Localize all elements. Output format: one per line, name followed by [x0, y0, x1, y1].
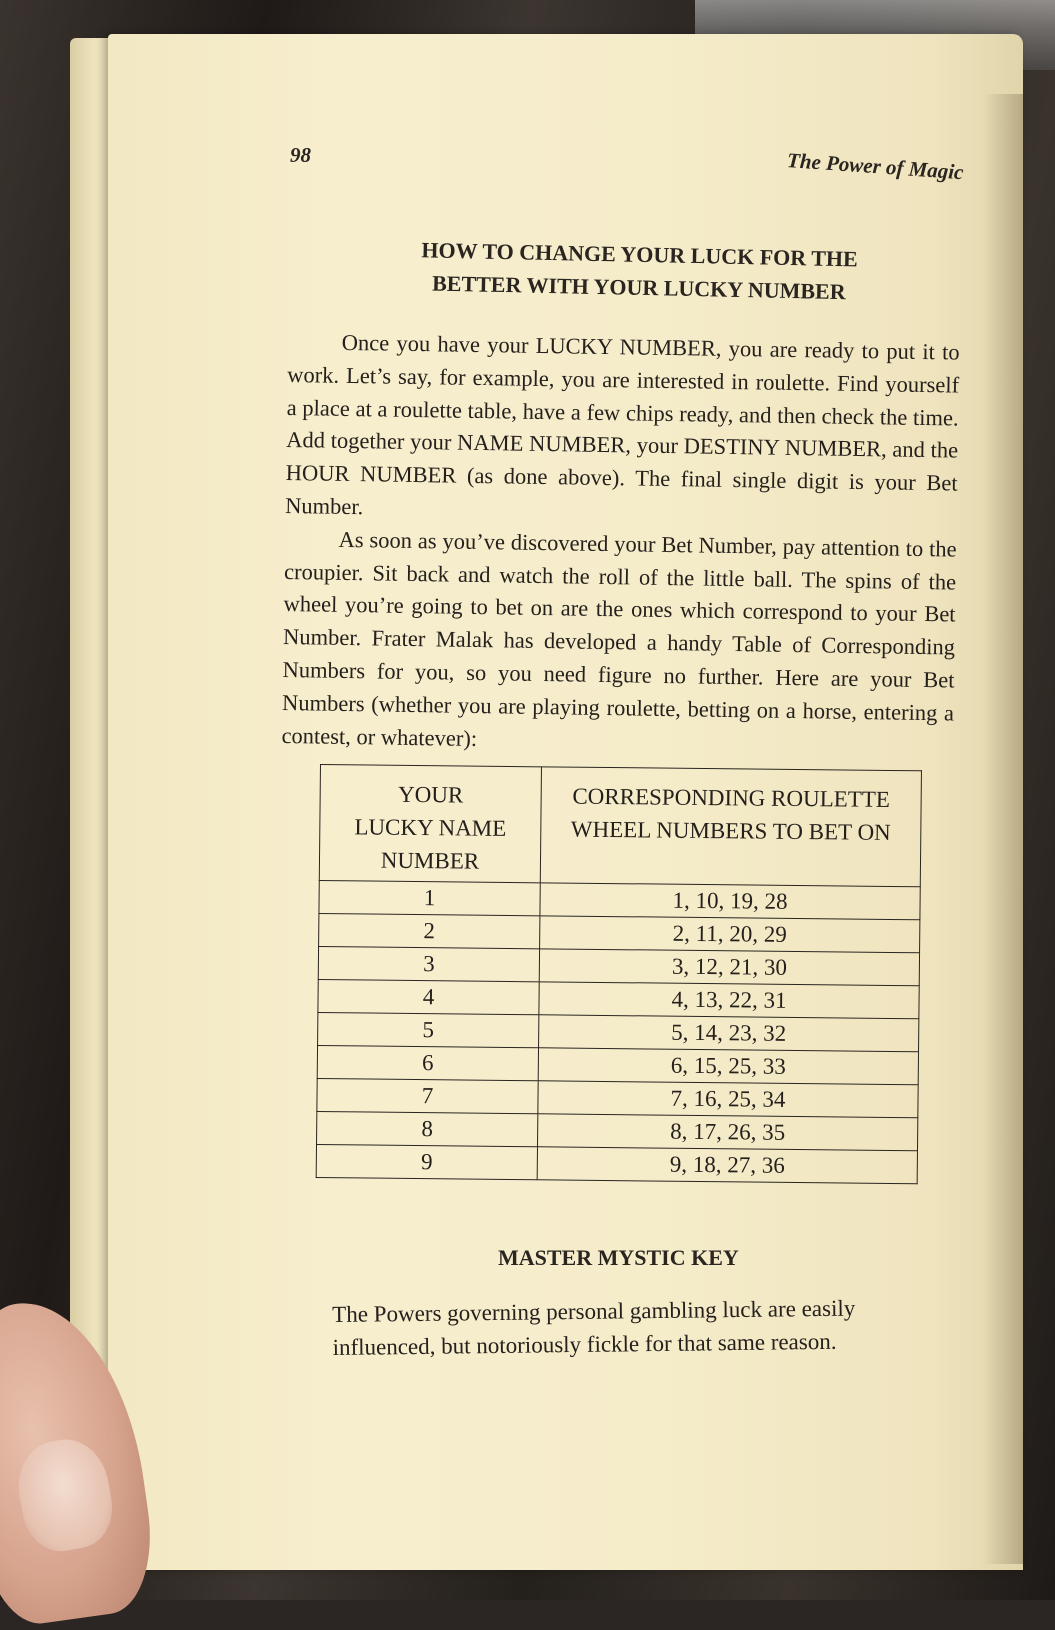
- page-number: 98: [290, 143, 311, 167]
- lucky-number-cell: 5: [318, 1012, 539, 1047]
- paragraph-1: Once you have your LUCKY NUMBER, you are ready to put it to work. Let’s say, for example, you are interested in roulette. Find yourself a place at a roulette table, have a few chips ready, and then check the time. Add together your NAME NUMBER, your DESTINY NUMBER, and the HOUR NUMBER (as done above). The final single digit is your Bet Number.: [284, 329, 960, 520]
- body-text: [281, 326, 960, 763]
- lucky-number-cell: 4: [318, 979, 539, 1014]
- header-line: YOUR: [397, 781, 464, 808]
- running-head: The Power of Magic: [786, 148, 965, 185]
- bet-numbers-cell: 2, 11, 20, 29: [540, 916, 920, 953]
- lucky-number-cell: 6: [317, 1045, 538, 1080]
- lucky-number-cell: 8: [317, 1111, 538, 1146]
- lucky-number-cell: 1: [319, 880, 540, 915]
- bet-numbers-cell: 7, 16, 25, 34: [538, 1081, 918, 1118]
- heading-line-2: BETTER WITH YOUR LUCKY NUMBER: [431, 270, 846, 305]
- bet-numbers-cell: 9, 18, 27, 36: [537, 1147, 917, 1184]
- section-title: MASTER MYSTIC KEY: [498, 1245, 739, 1270]
- bet-numbers-cell: 3, 12, 21, 30: [539, 949, 919, 986]
- section-heading: [359, 232, 920, 310]
- bet-number-table: [316, 764, 922, 1184]
- lucky-number-cell: 2: [319, 913, 540, 948]
- bet-numbers-cell: 8, 17, 26, 35: [538, 1114, 918, 1151]
- bet-numbers-cell: 1, 10, 19, 28: [540, 883, 920, 920]
- bet-numbers-cell: 5, 14, 23, 32: [539, 1015, 919, 1052]
- header-line: WHEEL NUMBERS TO BET ON: [570, 816, 891, 845]
- table-row: [316, 1144, 917, 1183]
- bet-numbers-cell: 4, 13, 22, 31: [539, 982, 919, 1019]
- header-lucky-name-number: [319, 765, 541, 883]
- header-roulette-numbers: [540, 767, 921, 887]
- header-line: CORRESPONDING ROULETTE: [572, 783, 891, 812]
- heading-line-1: HOW TO CHANGE YOUR LUCK FOR THE: [421, 237, 859, 272]
- lucky-number-cell: 9: [316, 1144, 537, 1179]
- table-header-row: [319, 765, 921, 887]
- lucky-number-cell: 3: [318, 946, 539, 981]
- header-line: NUMBER: [380, 847, 480, 874]
- page-gutter-shadow: [983, 94, 1023, 1564]
- paragraph-2: As soon as you’ve discovered your Bet Number, pay attention to the croupier. Sit back and watch the roll of the little ball. The spins of the wheel you’re going to bet on are the ones which correspond to your Bet Number. Frater Malak has developed a handy Table of Corresponding Numbers for you, so you need figure no further. Here are your Bet Numbers (whether you are playing roulette, betting on a horse, entering a contest, or whatever):: [281, 526, 957, 751]
- closing-paragraph: The Powers governing personal gambling luck are easily influenced, but notoriously fickle for that same reason.: [332, 1295, 856, 1360]
- bet-numbers-cell: 6, 15, 25, 33: [538, 1048, 918, 1085]
- lucky-number-cell: 7: [317, 1078, 538, 1113]
- header-line: LUCKY NAME: [354, 814, 507, 841]
